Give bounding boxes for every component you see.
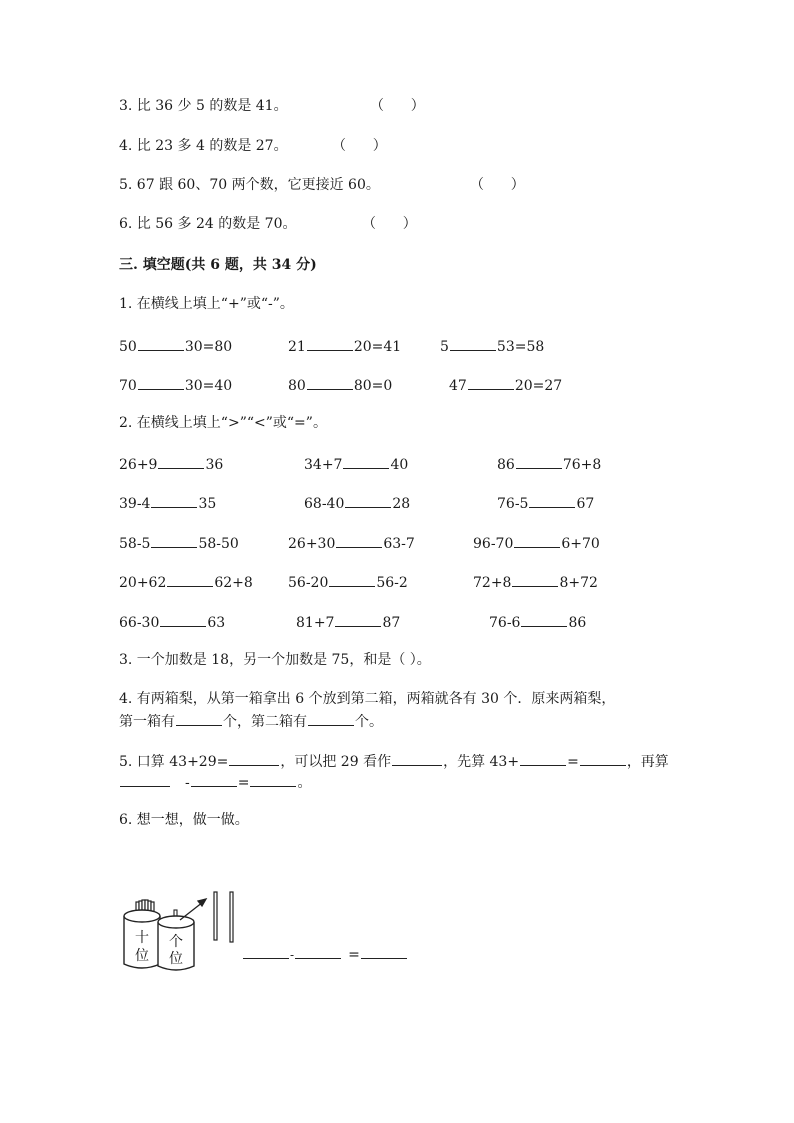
judge-answer-paren-4[interactable]: （ ）: [332, 138, 387, 154]
answer-blank[interactable]: [138, 336, 184, 351]
judge-answer-paren-6[interactable]: （ ）: [362, 216, 417, 232]
q1-expr: 70 30=40: [119, 375, 232, 395]
answer-blank[interactable]: [580, 751, 626, 766]
q2-compare: 96-70 6+70: [473, 533, 600, 553]
answer-blank[interactable]: [520, 751, 566, 766]
answer-blank[interactable]: [450, 336, 496, 351]
answer-blank[interactable]: [335, 612, 381, 627]
answer-blank[interactable]: [392, 751, 442, 766]
answer-blank[interactable]: [151, 493, 197, 508]
arrow-icon: [180, 899, 206, 920]
answer-blank[interactable]: [307, 375, 353, 390]
q2-compare: 39-4 35: [119, 493, 216, 513]
q2-compare: 34+7 40: [304, 454, 408, 474]
ones-label-bottom: 位: [169, 951, 183, 967]
counting-cups-illustration: [118, 888, 248, 974]
answer-blank[interactable]: [158, 454, 204, 469]
answer-blank[interactable]: [250, 772, 296, 787]
answer-blank[interactable]: [521, 612, 567, 627]
answer-blank[interactable]: [120, 772, 170, 787]
q6-text: 6. 想一想，做一做。: [119, 812, 249, 828]
answer-blank[interactable]: [329, 572, 375, 587]
answer-blank[interactable]: [343, 454, 389, 469]
judge-answer-paren-5[interactable]: （ ）: [470, 177, 525, 193]
answer-blank[interactable]: [468, 375, 514, 390]
judge-item-4: 4. 比 23 多 4 的数是 27。: [119, 138, 288, 154]
q2-compare: 76-6 86: [489, 612, 586, 632]
answer-blank[interactable]: [138, 375, 184, 390]
answer-blank[interactable]: [176, 711, 222, 726]
loose-sticks-icon: [214, 892, 233, 942]
q4-line2: 第一箱有 个，第二箱有 个。: [119, 711, 383, 731]
judge-item-3: 3. 比 36 少 5 的数是 41。: [119, 98, 288, 114]
tens-label-top: 十: [135, 930, 149, 946]
answer-blank[interactable]: [529, 493, 575, 508]
section-title: 三. 填空题(共 6 题，共 34 分): [119, 257, 317, 273]
q1-expr: 47 20=27: [449, 375, 562, 395]
place-value-figure: [118, 888, 248, 978]
q1-expr: 21 20=41: [288, 336, 401, 356]
answer-blank[interactable]: [151, 533, 197, 548]
answer-blank[interactable]: [516, 454, 562, 469]
q2-compare: 66-30 63: [119, 612, 225, 632]
answer-blank[interactable]: [160, 612, 206, 627]
q2-compare: 26+30 63-7: [288, 533, 415, 553]
q2-compare: 68-40 28: [304, 493, 410, 513]
answer-blank[interactable]: [308, 711, 354, 726]
q2-compare: 76-5 67: [497, 493, 594, 513]
tens-label-bottom: 位: [135, 948, 149, 964]
q1-expr: 5 53=58: [440, 336, 544, 356]
q1-expr: 50 30=80: [119, 336, 232, 356]
q6-equation: - =: [242, 944, 408, 964]
answer-blank[interactable]: [167, 572, 213, 587]
answer-blank[interactable]: [191, 772, 237, 787]
answer-blank[interactable]: [361, 944, 407, 959]
answer-blank[interactable]: [514, 533, 560, 548]
judge-item-6: 6. 比 56 多 24 的数是 70。: [119, 216, 297, 232]
answer-blank[interactable]: [307, 336, 353, 351]
q2-compare: 26+9 36: [119, 454, 223, 474]
answer-blank[interactable]: [336, 533, 382, 548]
ones-label-top: 个: [169, 934, 183, 950]
q2-compare: 56-20 56-2: [288, 572, 408, 592]
judge-item-5: 5. 67 跟 60、70 两个数，它更接近 60。: [119, 177, 380, 193]
answer-blank[interactable]: [512, 572, 558, 587]
q3-text: 3. 一个加数是 18，另一个加数是 75，和是（ ）。: [119, 652, 431, 668]
q2-compare: 20+62 62+8: [119, 572, 253, 592]
q5-line2: - = 。: [119, 772, 311, 792]
q4-line1: 4. 有两箱梨，从第一箱拿出 6 个放到第二箱，两箱就各有 30 个．原来两箱梨，: [119, 691, 616, 707]
q1-prompt: 1. 在横线上填上“+”或“-”。: [119, 296, 294, 312]
answer-blank[interactable]: [229, 751, 279, 766]
q2-compare: 81+7 87: [296, 612, 400, 632]
judge-answer-paren-3[interactable]: （ ）: [370, 98, 425, 114]
q2-compare: 86 76+8: [497, 454, 601, 474]
q2-prompt: 2. 在横线上填上“>”“<”或“=”。: [119, 415, 327, 431]
q2-compare: 72+8 8+72: [473, 572, 598, 592]
q2-compare: 58-5 58-50: [119, 533, 239, 553]
q1-expr: 80 80=0: [288, 375, 392, 395]
answer-blank[interactable]: [243, 944, 289, 959]
answer-blank[interactable]: [345, 493, 391, 508]
q5-line1: 5. 口算 43+29= ，可以把 29 看作 ，先算 43+ = ，再算: [119, 751, 669, 771]
answer-blank[interactable]: [295, 944, 341, 959]
